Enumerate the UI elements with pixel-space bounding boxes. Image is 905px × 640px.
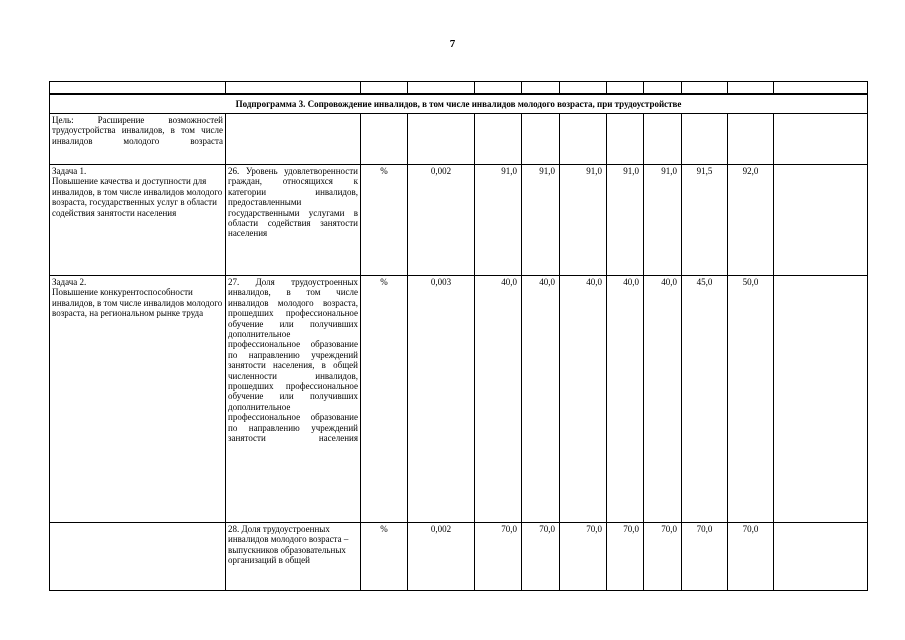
header-cell bbox=[226, 82, 361, 95]
header-cell bbox=[774, 82, 868, 95]
value-cell: 91,0 bbox=[560, 165, 607, 276]
table-row bbox=[50, 276, 868, 523]
weight-cell: 0,002 bbox=[408, 165, 475, 276]
table-header-row bbox=[50, 82, 868, 95]
value-cell: 70,0 bbox=[644, 523, 682, 591]
task-cell: Задача 2. Повышение конкурентоспособности инвалидов, в том числе инвалидов молодого возраста, на региональном рынке труда bbox=[50, 276, 226, 523]
value-cell: 70,0 bbox=[728, 523, 774, 591]
empty-cell bbox=[361, 114, 408, 165]
unit-cell: % bbox=[361, 165, 408, 276]
value-cell: 91,5 bbox=[682, 165, 728, 276]
empty-cell bbox=[560, 114, 607, 165]
page-number: 7 bbox=[449, 38, 456, 50]
header-cell bbox=[644, 82, 682, 95]
value-cell: 70,0 bbox=[560, 523, 607, 591]
unit-cell: % bbox=[361, 276, 408, 523]
value-cell: 40,0 bbox=[644, 276, 682, 523]
empty-cell bbox=[226, 114, 361, 165]
goal-row bbox=[50, 114, 868, 165]
empty-cell bbox=[774, 114, 868, 165]
value-cell: 91,0 bbox=[475, 165, 522, 276]
value-cell: 70,0 bbox=[522, 523, 560, 591]
value-cell: 50,0 bbox=[728, 276, 774, 523]
header-cell bbox=[560, 82, 607, 95]
table-row bbox=[50, 523, 868, 591]
value-cell: 70,0 bbox=[475, 523, 522, 591]
empty-cell bbox=[475, 114, 522, 165]
value-cell: 70,0 bbox=[607, 523, 644, 591]
header-cell bbox=[475, 82, 522, 95]
header-cell bbox=[408, 82, 475, 95]
empty-cell bbox=[607, 114, 644, 165]
weight-cell: 0,003 bbox=[408, 276, 475, 523]
value-cell: 40,0 bbox=[475, 276, 522, 523]
indicator-cell: 27. Доля трудоустроенных инвалидов, в том числе инвалидов молодого возраста, прошедших профессиональное обучение или получивших дополнительное профессиональное образование по направлению учреждений занятости населения, в общей численности инвалидов, прошедших профессиональное обучение или получивших дополнительное профессиональное образование по направлению учреждений занятости населения bbox=[226, 276, 361, 523]
empty-cell bbox=[522, 114, 560, 165]
table-row bbox=[50, 165, 868, 276]
weight-cell: 0,002 bbox=[408, 523, 475, 591]
value-cell: 91,0 bbox=[607, 165, 644, 276]
unit-cell: % bbox=[361, 523, 408, 591]
empty-cell bbox=[408, 114, 475, 165]
empty-cell bbox=[644, 114, 682, 165]
empty-cell bbox=[774, 165, 868, 276]
header-cell bbox=[522, 82, 560, 95]
empty-cell bbox=[728, 114, 774, 165]
empty-cell bbox=[682, 114, 728, 165]
value-cell: 40,0 bbox=[560, 276, 607, 523]
header-cell bbox=[361, 82, 408, 95]
indicator-cell: 26. Уровень удовлетворенности граждан, относящихся к категории инвалидов, предоставленными государственными услугами в области содействия занятости населения bbox=[226, 165, 361, 276]
header-cell bbox=[50, 82, 226, 95]
value-cell: 40,0 bbox=[522, 276, 560, 523]
empty-cell bbox=[774, 276, 868, 523]
indicators-table bbox=[49, 81, 868, 591]
value-cell: 92,0 bbox=[728, 165, 774, 276]
empty-cell bbox=[774, 523, 868, 591]
value-cell: 91,0 bbox=[522, 165, 560, 276]
goal-cell: Цель: Расширение возможностей трудоустройства инвалидов, в том числе инвалидов молодого возраста bbox=[50, 114, 226, 165]
subprogram-row bbox=[50, 94, 868, 114]
value-cell: 70,0 bbox=[682, 523, 728, 591]
task-cell bbox=[50, 523, 226, 591]
subprogram-title: Подпрограмма 3. Сопровождение инвалидов, в том числе инвалидов молодого возраста, при трудоустройстве bbox=[50, 94, 868, 114]
header-cell bbox=[607, 82, 644, 95]
task-cell: Задача 1. Повышение качества и доступности для инвалидов, в том числе инвалидов молодого возраста, государственных услуг в области содействия занятости населения bbox=[50, 165, 226, 276]
value-cell: 40,0 bbox=[607, 276, 644, 523]
value-cell: 91,0 bbox=[644, 165, 682, 276]
header-cell bbox=[682, 82, 728, 95]
indicator-cell: 28. Доля трудоустроенных инвалидов молодого возраста – выпускников образовательных организаций в общей bbox=[226, 523, 361, 591]
header-cell bbox=[728, 82, 774, 95]
value-cell: 45,0 bbox=[682, 276, 728, 523]
